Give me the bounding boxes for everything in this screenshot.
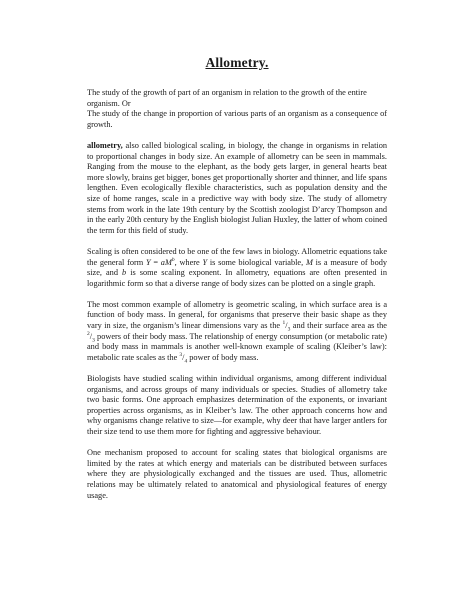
paragraph-scaling-studies: Biologists have studied scaling within individual organisms, among different individual organisms, and across groups of many individuals or species. Studies of allometry take two basic forms. One approach emphasizes determination of the exponents, or invariant properties across organisms, as in Kleiber’s law. The other approach concerns how and why organisms change relative to size—for example, why deer that have larger antlers for their size tend to use them more for fighting and aggressive behaviour. [87,374,387,436]
variable-y: Y [202,257,208,267]
definition-2: The study of the change in proportion of various parts of an organism as a consequence of growth. [87,109,387,129]
paragraph-scaling-mechanism: One mechanism proposed to account for scaling states that biological organisms are limited by the rates at which energy and materials can be distributed between surfaces where they are physiologically exchanged and the tissues are used. Thus, allometric relations may be ultimately related to anatomical and physiological features of energy usage. [87,448,387,500]
fraction-numerator: 2 [87,330,90,337]
text-run: is some biological variable, [207,257,306,267]
text-run: powers of their body mass. The relationship of energy consumption (or metabolic rate) and body mass in mammals is another well-known example of scaling (Kleiber’s law): metabolic rate scales as the [87,331,387,362]
paragraph-allometry-definition [87,141,387,236]
definition-1: The study of the growth of part of an organism in relation to the growth of the entire organism. Or [87,88,367,108]
paragraph-scaling-laws [87,247,387,289]
text-run: , where [174,257,203,267]
text-run: is a measure of body size, and [87,257,388,278]
fraction-numerator: 1 [282,320,286,327]
text-run: power of body mass. [187,352,259,362]
document-body [87,88,387,512]
text-run: Scaling is often considered to be one of the few laws in biology. Allometric equations take the general form [87,246,387,267]
text-run: = [150,257,161,267]
fraction-numerator: 3 [179,352,183,359]
fraction-denominator: 4 [184,358,188,365]
text-run: The most common example of allometry is geometric scaling, in which surface area is a function of body mass. In general, for organisms that preserve their basic shape as they vary in size, the organism’s linear dimensions vary as the [87,299,387,331]
equation-term-am: aM [160,257,172,267]
text-run: and their surface area as the [290,321,387,331]
page-title: Allometry. [205,55,269,70]
paragraph-geometric-scaling: The most common example of allometry is geometric scaling, in which surface area is a function of body mass. In general, for organisms that preserve their basic shape as they vary in size, the organism’s linear dimensions vary as the $^1/_3$ and their surface area as the $^2/_3$ powers of their body mass. The relationship of energy consumption (or metabolic rate) and body mass in mammals is another well-known example of scaling (Kleiber’s law): metabolic rate scales as the $^3/_4$ power of body mass. [87,299,387,365]
paragraph-text: also called biological scaling, in biology, the change in organisms in relation to proportional changes in body size. An example of allometry can be seen in mammals. Ranging from the mouse to the elephant, as the body gets larger, in general hearts beat more slowly, brains get bigger, bones get proportionally shorter and thinner, and life spans lengthen. Even ecologically flexible characteristics, such as population density and the size of home ranges, scale in a predictive way with body size. The study of allometry stems from work in the late 19th century by the Scottish zoologist D’arcy Thompson and in the early 20th century by the English biologist Julian Huxley, the latter of whom coined the term for this field of study. [87,140,387,235]
text-run: is some scaling exponent. In allometry, equations are often presented in logarithmic form so that a diverse range of body sizes can be plotted on a single graph. [87,268,387,288]
variable-b: b [122,268,127,278]
fraction-denominator: 3 [287,326,291,333]
equation-exponent: b [171,256,175,263]
variable-m: M [305,257,313,267]
equation-variable-y: Y [145,257,151,267]
term-allometry: allometry, [87,140,123,150]
fraction-denominator: 3 [92,337,95,344]
